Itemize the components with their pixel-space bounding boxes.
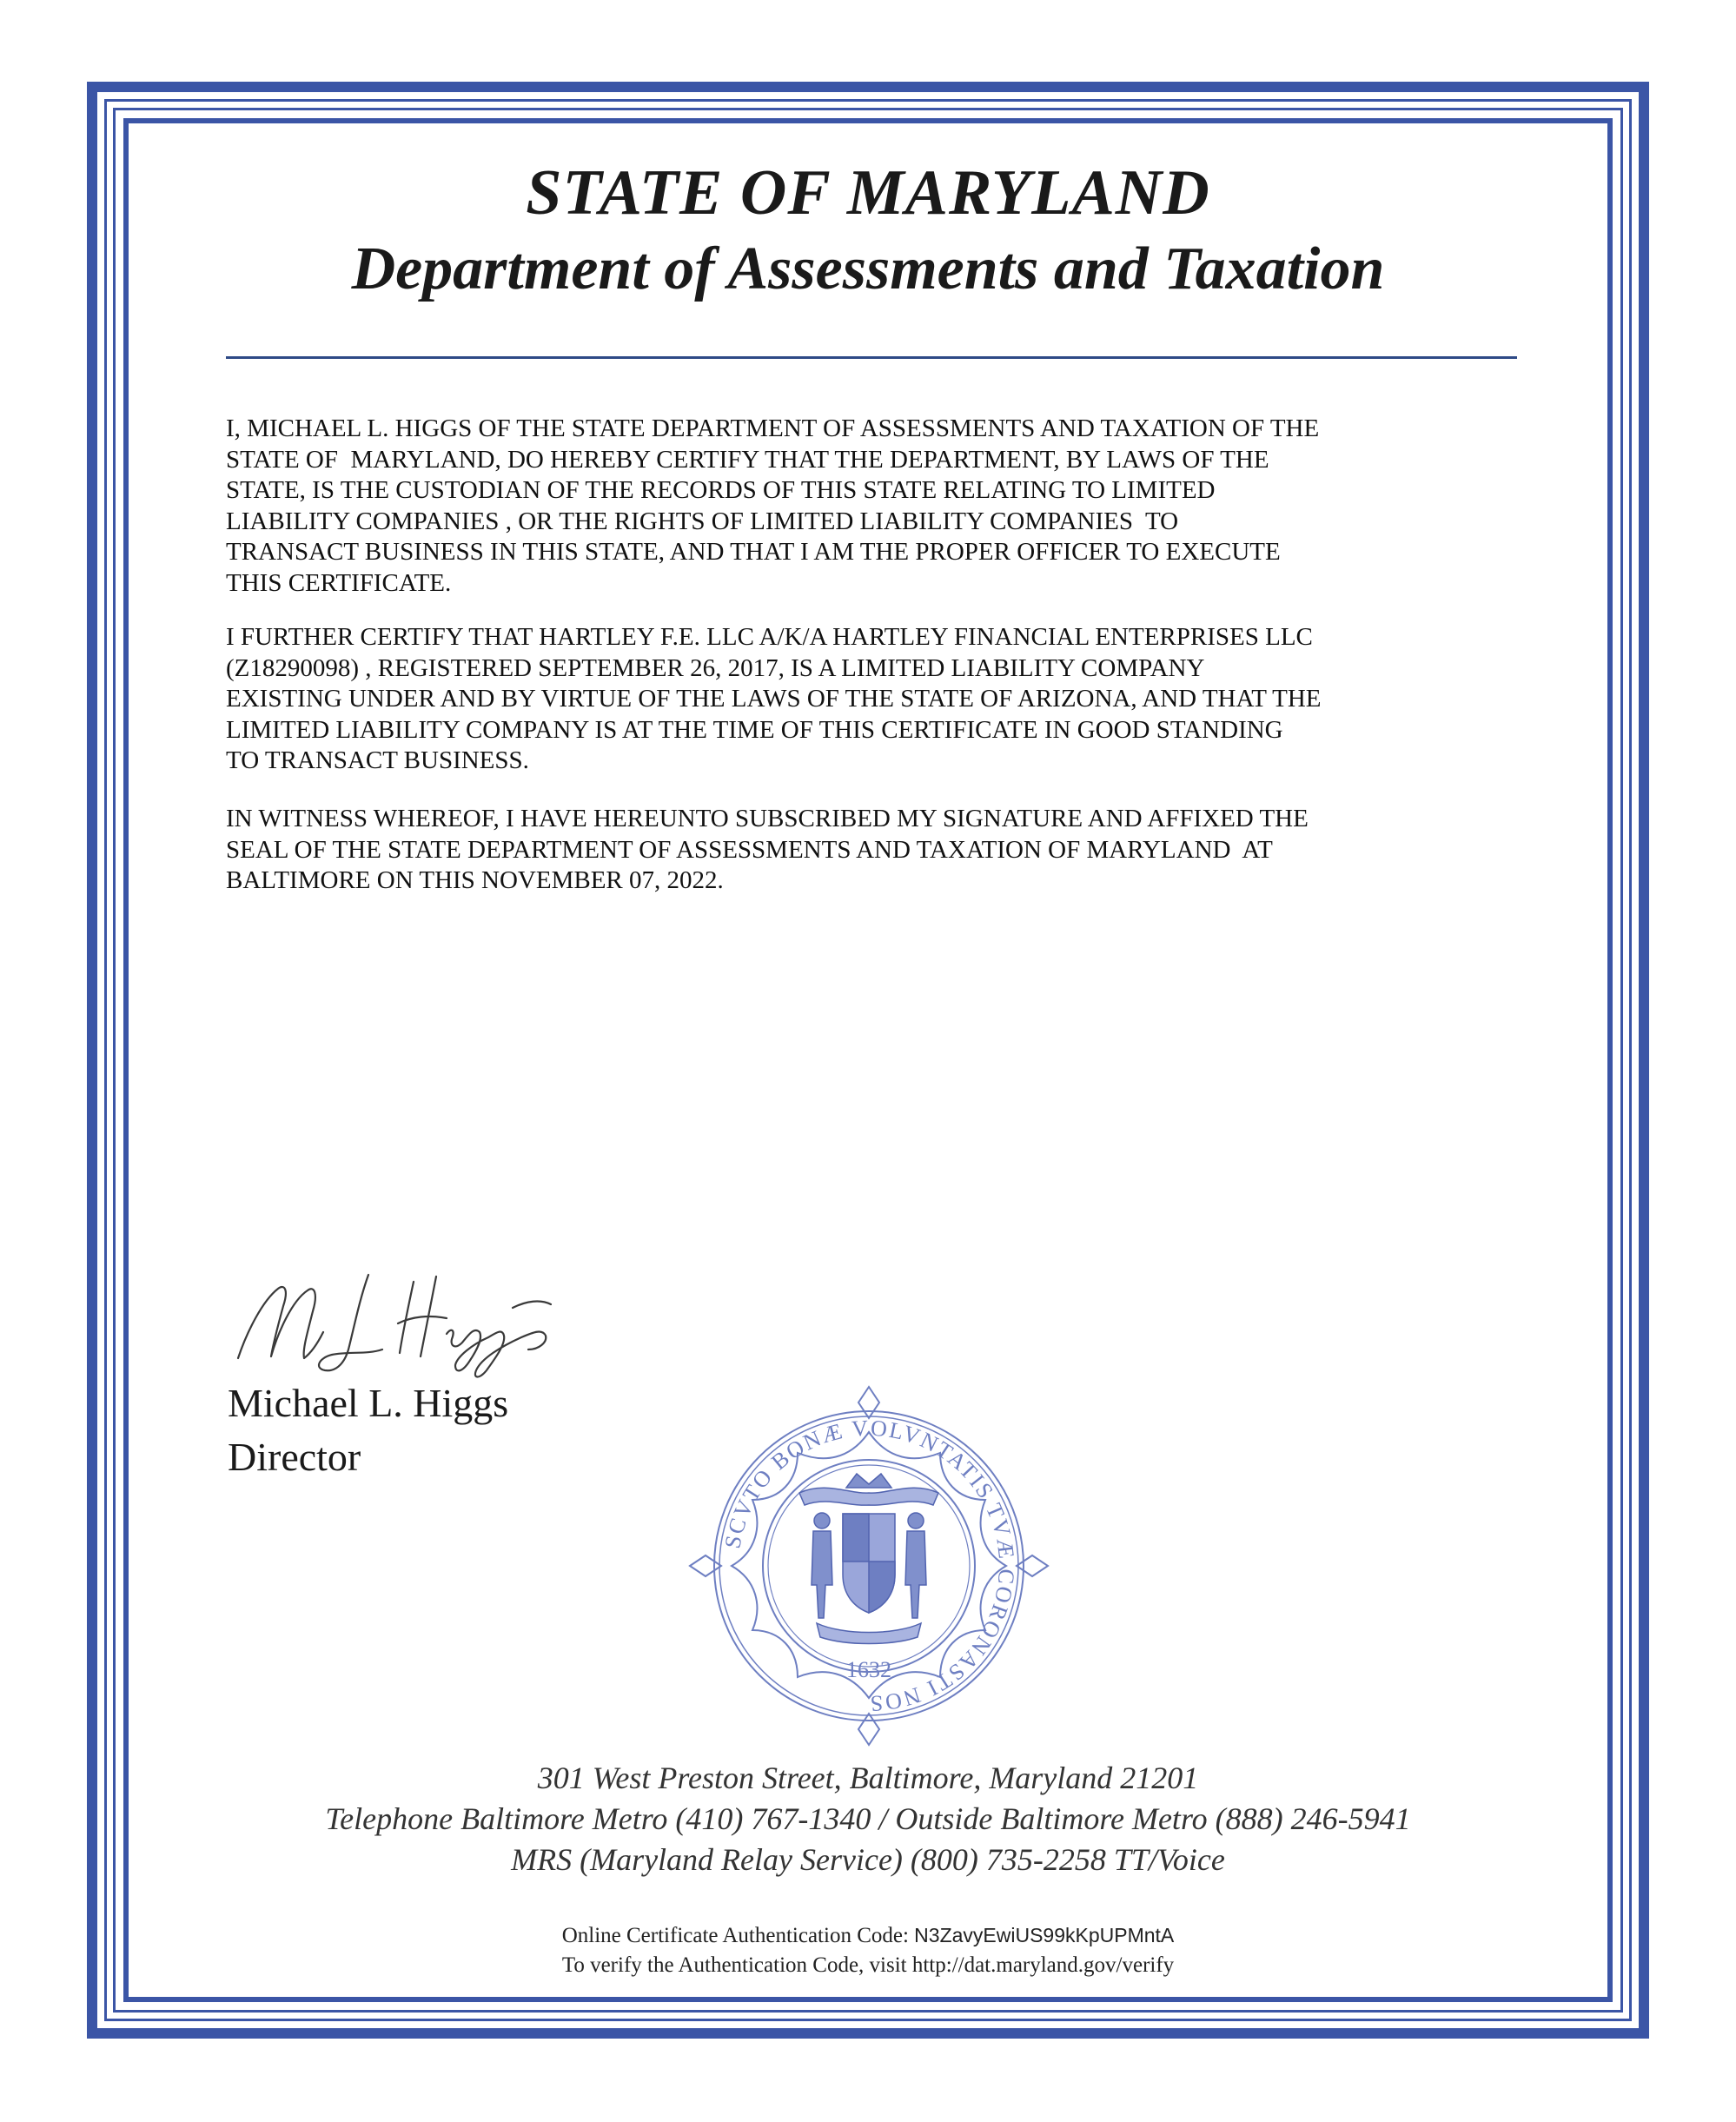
text-line: SEAL OF THE STATE DEPARTMENT OF ASSESSMENTS AND TAXATION OF MARYLAND AT [226, 835, 1273, 864]
header-divider [226, 356, 1517, 359]
text-line: IN WITNESS WHEREOF, I HAVE HEREUNTO SUBSCRIBED MY SIGNATURE AND AFFIXED THE [226, 805, 1309, 832]
text-line: I FURTHER CERTIFY THAT HARTLEY F.E. LLC A/K/A HARTLEY FINANCIAL ENTERPRISES LLC [226, 623, 1313, 651]
document-title: STATE OF MARYLAND [526, 157, 1210, 229]
text-line: TRANSACT BUSINESS IN THIS STATE, AND THAT I AM THE PROPER OFFICER TO EXECUTE [226, 538, 1281, 566]
text-line: EXISTING UNDER AND BY VIRTUE OF THE LAWS OF THE STATE OF ARIZONA, AND THAT THE [226, 685, 1322, 713]
text-line: STATE, IS THE CUSTODIAN OF THE RECORDS OF THIS STATE RELATING TO LIMITED [226, 476, 1216, 504]
state-seal-icon [686, 1383, 1051, 1748]
footer-relay-service: MRS (Maryland Relay Service) (800) 735-2258 TT/Voice [511, 1842, 1225, 1877]
authentication-line [0, 1924, 1736, 1948]
department-title: Department of Assessments and Taxation [351, 235, 1385, 302]
text-line: LIMITED LIABILITY COMPANY IS AT THE TIME OF THIS CERTIFICATE IN GOOD STANDING [226, 715, 1283, 744]
text-line: LIABILITY COMPANIES , OR THE RIGHTS OF LIMITED LIABILITY COMPANIES TO [226, 507, 1179, 535]
seal-motto: SCVTO BONÆ VOLVNTATIS TVÆ CORONASTI NOS [719, 1415, 1020, 1717]
text-line: (Z18290098) , REGISTERED SEPTEMBER 26, 2017, IS A LIMITED LIABILITY COMPANY [226, 653, 1205, 682]
certification-paragraph-2 [226, 622, 1529, 777]
verify-instructions: To verify the Authentication Code, visit http://dat.maryland.gov/verify [561, 1953, 1175, 1977]
text-line: I, MICHAEL L. HIGGS OF THE STATE DEPARTMENT OF ASSESSMENTS AND TAXATION OF THE [226, 414, 1320, 442]
text-line: BALTIMORE ON THIS NOVEMBER 07, 2022. [226, 866, 724, 894]
handwritten-signature [228, 1256, 567, 1386]
text-line: TO TRANSACT BUSINESS. [226, 746, 529, 774]
witness-paragraph [226, 804, 1529, 897]
seal-year: 1632 [846, 1657, 891, 1682]
authentication-code: N3ZavyEwiUS99kKpUPMntA [914, 1924, 1175, 1946]
footer-address: 301 West Preston Street, Baltimore, Maryland 21201 [537, 1761, 1199, 1795]
authentication-label: Online Certificate Authentication Code: [561, 1924, 915, 1947]
signer-name: Michael L. Higgs [228, 1381, 509, 1425]
signer-title: Director [228, 1435, 361, 1479]
text-line: STATE OF MARYLAND, DO HEREBY CERTIFY THAT THE DEPARTMENT, BY LAWS OF THE [226, 445, 1269, 474]
footer-telephone: Telephone Baltimore Metro (410) 767-1340 / Outside Baltimore Metro (888) 246-5941 [325, 1801, 1411, 1836]
text-line: THIS CERTIFICATE. [226, 568, 452, 597]
certification-paragraph-1 [226, 414, 1529, 599]
